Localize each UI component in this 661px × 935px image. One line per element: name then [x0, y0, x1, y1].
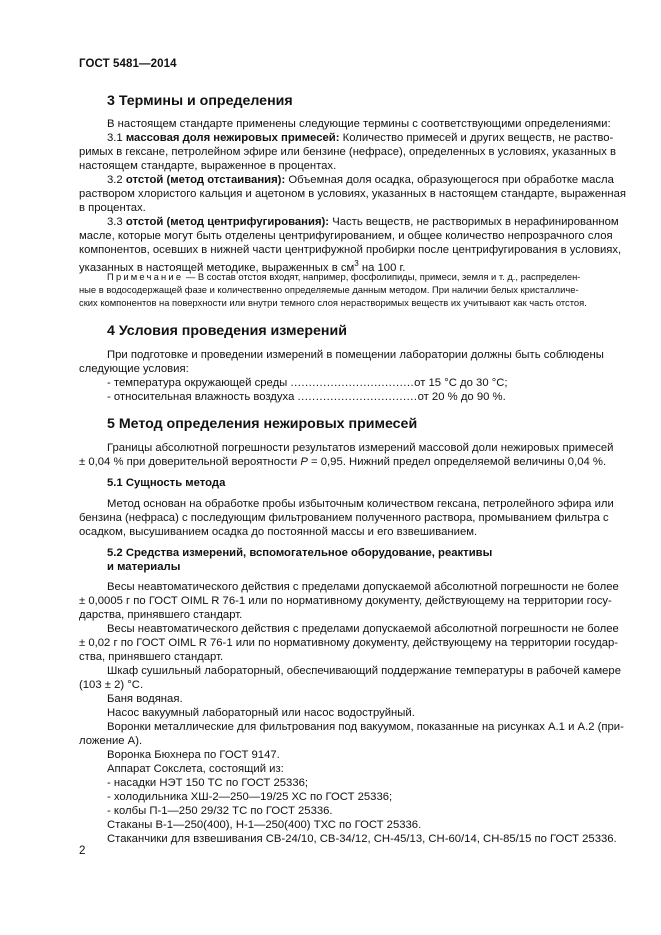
term-3-1-name: массовая доля нежировых примесей: [125, 132, 340, 144]
subsection-5-2-title-1: 5.2 Средства измерений, вспомогательное оборудование, реактивы [107, 547, 493, 559]
term-3-2-line-2: раствором хлористого кальция и ацетоном в условиях, указанных в настоящем стандарте, выраженная [79, 188, 627, 200]
soxhlet-item-1: - насадки НЭТ 150 ТС по ГОСТ 25336; [107, 777, 309, 789]
subsection-5-1-title: 5.1 Сущность метода [107, 477, 226, 489]
beakers: Стаканы В-1—250(400), Н-1—250(400) ТХС по ГОСТ 25336. [107, 819, 422, 831]
s51-line-3: осадком, высушиванием осадка до постоянной массы и его взвешиванием. [79, 526, 478, 538]
funnels-line-2: ложение А). [79, 735, 143, 747]
note-line-2: ные в водосодержащей фазе и количественно определяемые данным методом. При наличии белых кристалличе- [79, 284, 579, 295]
note-line-3: ских компонентов на поверхности или внутри темного слоя нерастворимых веществ их учитывают как часть отстоя. [79, 297, 587, 308]
section-4-line-1: При подготовке и проведении измерений в помещении лаборатории должны быть соблюдены [107, 349, 604, 361]
s51-line-1: Метод основан на обработке пробы избыточным количеством гексана, петролейного эфира или [107, 498, 614, 510]
section-5-line-1: Границы абсолютной погрешности результатов измерений массовой доли нежировых примесей [107, 442, 614, 454]
balance-2-line-3: ства, принявшего стандарт. [79, 651, 224, 663]
oven-line-1: Шкаф сушильный лабораторный, обеспечивающий поддержание температуры в рабочей камере [107, 665, 621, 677]
water-bath: Баня водяная. [107, 693, 183, 705]
subsection-5-2-title-2: и материалы [107, 561, 181, 573]
section-4-line-2: следующие условия: [79, 363, 189, 375]
oven-line-2: (103 ± 2) °С. [79, 679, 144, 691]
term-3-3-line-1: 3.3 отстой (метод центрифугирования): Часть веществ, не растворимых в нерафинированном [107, 216, 619, 228]
balance-1-line-1: Весы неавтоматического действия с пределами допускаемой абсолютной погрешности не более [107, 581, 619, 593]
balance-2-line-1: Весы неавтоматического действия с пределами допускаемой абсолютной погрешности не более [107, 623, 619, 635]
condition-temperature: - температура окружающей среды ..................................от 15 °С до 30 °С; [107, 377, 508, 389]
soxhlet-item-2: - холодильника ХШ-2—250—19/25 ХС по ГОСТ 25336; [107, 791, 393, 803]
balance-1-line-3: дарства, принявшего стандарт. [79, 609, 243, 621]
section-5-title: 5 Метод определения нежировых примесей [107, 416, 418, 432]
term-3-3-line-4: указанных в настоящей методике, выраженных в $см^3$ на 100 г. [79, 259, 406, 274]
term-3-2-line-3: в процентах. [79, 202, 146, 214]
term-3-3-line-2: масле, которые могут быть отделены центрифугированием, и общее количество непрозрачного слоя [79, 230, 613, 242]
term-3-2-line-1: 3.2 отстой (метод отстаивания): Объемная доля осадка, образующегося при обработке масла [107, 174, 614, 186]
section-3-title: 3 Термины и определения [107, 93, 293, 109]
standard-header: ГОСТ 5481—2014 [79, 58, 177, 70]
balance-1-line-2: ± 0,0005 г по ГОСТ OIML R 76-1 или по нормативному документу, действующему на территории госу- [79, 595, 612, 607]
soxhlet-item-3: - колбы П-1—250 29/32 ТС по ГОСТ 25336. [107, 805, 333, 817]
s51-line-2: бензина (нефраса) с последующим фильтрованием полученного раствора, промыванием фильтра с [79, 512, 609, 524]
buchner-funnel: Воронка Бюхнера по ГОСТ 9147. [107, 749, 280, 761]
section-5-line-2: ± 0,04 % при доверительной вероятности P = 0,95. Нижний предел определяемой величины 0,04 %. [79, 456, 607, 468]
weighing-cups: Стаканчики для взвешивания СВ-24/10, СВ-34/12, СН-45/13, СН-60/14, СН-85/15 по ГОСТ 25336. [107, 833, 617, 845]
vacuum-pump: Насос вакуумный лабораторный или насос водоструйный. [107, 707, 415, 719]
term-3-2-name: отстой (метод отстаивания): [125, 174, 286, 186]
note-line-1: Примечание — В состав отстоя входят, например, фосфолипиды, примеси, земля и т. д., распределен- [107, 271, 581, 282]
condition-humidity: - относительная влажность воздуха .................................от 20 % до 90 %. [107, 391, 506, 403]
term-3-3-name: отстой (метод центрифугирования): [125, 216, 330, 228]
section-3-intro: В настоящем стандарте применены следующие термины с соответствующими определениями: [107, 118, 611, 130]
section-4-title: 4 Условия проведения измерений [107, 323, 347, 339]
note-label: Примечание [107, 271, 184, 282]
term-3-1-line-2: римых в гексане, петролейном эфире или бензине (нефрасе), определенных в условиях, указанных в [79, 146, 617, 158]
soxhlet-apparatus: Аппарат Сокслета, состоящий из: [107, 763, 284, 775]
balance-2-line-2: ± 0,02 г по ГОСТ OIML R 76-1 или по нормативному документу, действующему на территории государ- [79, 637, 619, 649]
page-number: 2 [79, 845, 86, 857]
term-3-3-line-3: компонентов, осевших в нижней части центрифужной пробирки после центрифугирования в условиях, [79, 244, 622, 256]
term-3-1-line-1: 3.1 массовая доля нежировых примесей: Количество примесей и других веществ, не раство- [107, 132, 614, 144]
funnels-line-1: Воронки металлические для фильтрования под вакуумом, показанные на рисунках А.1 и А.2 (при- [107, 721, 624, 733]
term-3-1-line-3: настоящем стандарте, выраженное в процентах. [79, 160, 337, 172]
